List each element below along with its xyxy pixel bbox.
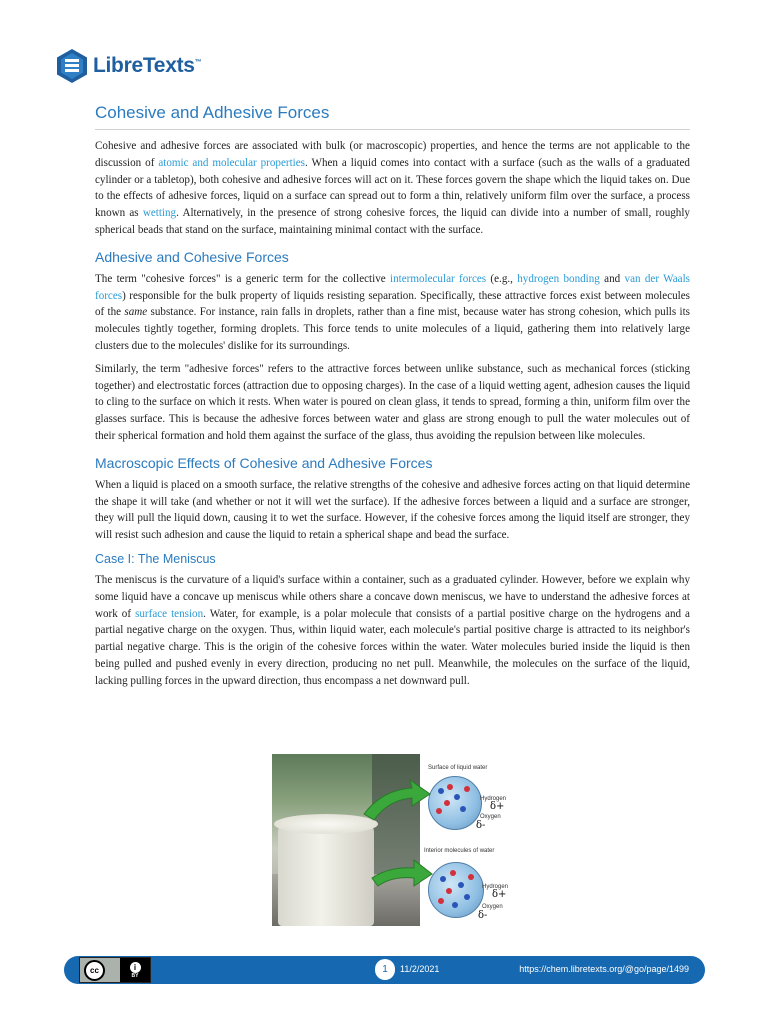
delta-plus-top: δ+ (490, 801, 505, 812)
cc-by-license-badge[interactable] (79, 957, 151, 983)
page-number: 1 (375, 959, 395, 980)
label-surface-liquid-water: Surface of liquid water (428, 765, 488, 771)
paragraph-adhesive-forces: Similarly, the term "adhesive forces" refers to the attractive forces between unlike substance, such as mechanical forces (sticking together) and electrostatic forces (attraction due to opposing charges). In the case of a liquid wetting agent, adhesion causes the liquid to cling to the surface on which it rests. When water is poured on clean glass, it tends to spread, forming a thin, uniform film over the glasses surface. This is because the adhesive forces between water and glass are strong enough to pull the water molecules out of their spherical formation and hold them against the surface of the glass, thus avoiding the repulsion between like molecules. (95, 362, 690, 442)
link-van-der-waals-forces[interactable]: van der Waals forces (95, 272, 690, 302)
page-content (95, 100, 690, 696)
logo-text: LibreTexts™ (93, 54, 202, 77)
person-icon: i (130, 962, 141, 973)
label-oxygen-top: Oxygen (480, 814, 501, 820)
page-footer (64, 956, 705, 984)
green-arrows (272, 754, 513, 926)
link-intermolecular-forces[interactable]: intermolecular forces (390, 272, 487, 285)
link-surface-tension[interactable]: surface tension (135, 607, 204, 620)
page-title: Cohesive and Adhesive Forces (95, 103, 690, 130)
label-oxygen-bottom: Oxygen (482, 904, 503, 910)
heading-adhesive-cohesive-forces: Adhesive and Cohesive Forces (95, 248, 289, 265)
intro-paragraph: Cohesive and adhesive forces are associated with bulk (or macroscopic) properties, and hence the terms are not applicable to the discussion of atomic and molecular properties. When a liquid comes into contact with a surface (such as the walls of a graduated cylinder or a tabletop), both cohesive and adhesive forces will act on it. These forces govern the shape which the liquid takes on. Due to the effects of adhesive forces, liquid on a surface can spread out to form a thin, relatively uniform film over the surface, a process known as wetting. Alternatively, in the presence of strong cohesive forces, the liquid can divide into a number of small, roughly spherical beads that stand on the surface, maintaining minimal contact with the surface. (95, 140, 690, 236)
cc-icon: cc (84, 960, 105, 981)
label-hydrogen-bottom: Hydrogen (482, 884, 509, 890)
green-arrow-top-icon (364, 780, 430, 820)
footer-date: 11/2/2021 (400, 964, 440, 974)
footer-page-url[interactable]: https://chem.libretexts.org/@go/page/1499 (519, 964, 689, 974)
link-wetting[interactable]: wetting (142, 207, 177, 220)
heading-macroscopic-effects: Macroscopic Effects of Cohesive and Adhesive Forces (95, 454, 433, 471)
libretexts-hexagon-icon (55, 48, 89, 84)
green-arrow-bottom-icon (372, 860, 432, 886)
delta-minus-top: δ- (476, 820, 486, 831)
label-hydrogen-top: Hydrogen (480, 796, 507, 802)
paragraph-macroscopic-effects: When a liquid is placed on a smooth surface, the relative strengths of the cohesive and adhesive forces acting on that liquid determine the shape it will take (and whether or not it will wet the surface). If the adhesive forces between a liquid and a surface are stronger, they will pull the liquid down, causing it to wet the surface. However, if the cohesive forces among the liquid itself are stronger, they will resist such adhesion and cause the liquid to retain a spherical shape and bead the surface. (95, 478, 690, 542)
paragraph-meniscus: The meniscus is the curvature of a liquid's surface within a container, such as a graduated cylinder. However, before we explain why some liquid have a concave up meniscus while others share a concave down meniscus, we have to understand the adhesive forces at work of surface tension. Water, for example, is a polar molecule that consists of a partial positive charge on the hydrogens and a partial negative charge on the oxygen. Thus, within liquid water, each molecule's partial positive charge is attracted to its neighbor's partial negative charge. This is the origin of the cohesive forces within the water. Water molecules buried inside the liquid is then being pulled and pushed evenly in every direction, producing no net pull. Meanwhile, the molecules on the surface of the liquid, lacking pulling forces in the upward direction, thus encompass a net downward pull. (95, 573, 690, 687)
paragraph-cohesive-forces: The term "cohesive forces" is a generic term for the collective intermolecular forces (e.g., hydrogen bonding and van der Waals forces) responsible for the bulk property of liquids resisting separation. Specifically, these attractive forces exist between molecules of the same substance. For instance, rain falls in droplets, rather than a fine mist, because water has strong cohesion, which pulls its molecules tightly together, forming droplets. This force tends to unite molecules of a liquid, gathering them into relatively large clusters due to the molecules' dislike for its surroundings. (95, 272, 691, 352)
meniscus-figure (272, 754, 513, 926)
heading-case-meniscus: Case I: The Meniscus (95, 551, 216, 566)
link-atomic-molecular-properties[interactable]: atomic and molecular properties (158, 156, 305, 169)
label-interior-molecules: Interior molecules of water (424, 848, 495, 854)
delta-minus-bottom: δ- (478, 910, 488, 921)
libretexts-logo[interactable] (55, 48, 201, 84)
delta-plus-bottom: δ+ (492, 889, 507, 900)
link-hydrogen-bonding[interactable]: hydrogen bonding (517, 272, 600, 285)
by-icon: i BY (120, 958, 150, 982)
